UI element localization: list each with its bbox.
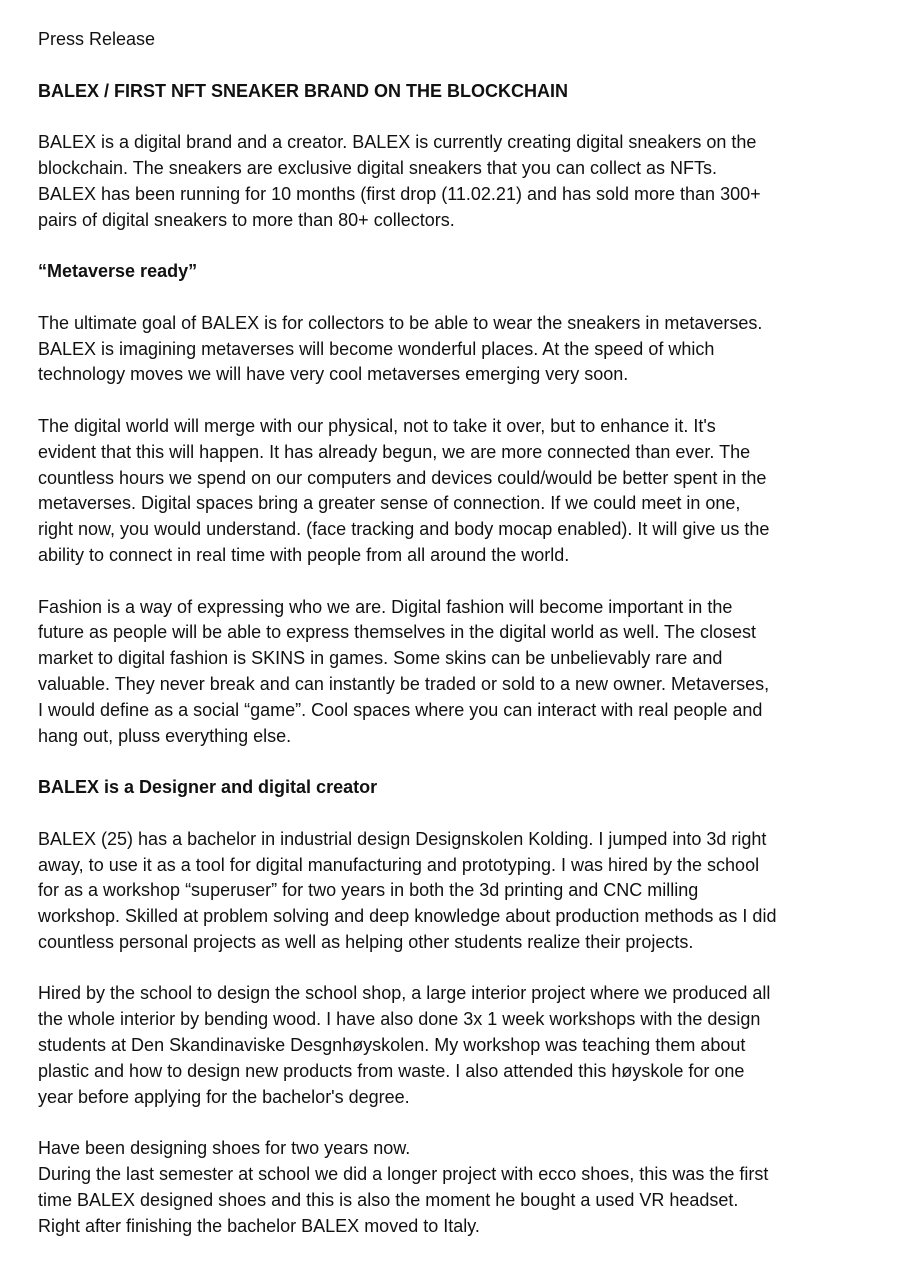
- paragraph-line: hang out, pluss everything else.: [38, 725, 292, 746]
- paragraph-line: the whole interior by bending wood. I have also done 3x 1 week workshops with the design: [38, 1009, 761, 1030]
- section-heading-designer: [38, 775, 910, 801]
- paragraph-line: Right after finishing the bachelor BALEX moved to Italy.: [38, 1215, 480, 1236]
- paragraph-line: away, to use it as a tool for digital manufacturing and prototyping. I was hired by the school: [38, 854, 760, 875]
- intro-line: pairs of digital sneakers to more than 80+ collectors.: [38, 209, 455, 230]
- paragraph-line: countless personal projects as well as helping other students realize their projects.: [38, 931, 694, 952]
- designer-paragraph-2: [38, 981, 910, 1110]
- paragraph-line: future as people will be able to express themselves in the digital world as well. The closest: [38, 622, 757, 643]
- paragraph-line: The ultimate goal of BALEX is for collectors to be able to wear the sneakers in metaverses.: [38, 312, 763, 333]
- paragraph-line: The digital world will merge with our physical, not to take it over, but to enhance it. It's: [38, 415, 716, 436]
- paragraph-line: plastic and how to design new products from waste. I also attended this høyskole for one: [38, 1060, 745, 1081]
- intro-paragraph: [38, 130, 910, 233]
- paragraph-line: Fashion is a way of expressing who we are. Digital fashion will become important in the: [38, 596, 733, 617]
- paragraph-line: During the last semester at school we did a longer project with ecco shoes, this was the first: [38, 1164, 769, 1185]
- paragraph-line: workshop. Skilled at problem solving and deep knowledge about production methods as I did: [38, 906, 777, 927]
- intro-line: BALEX has been running for 10 months (first drop (11.02.21) and has sold more than 300+: [38, 183, 761, 204]
- document-label: [38, 27, 910, 53]
- paragraph-line: BALEX (25) has a bachelor in industrial design Designskolen Kolding. I jumped into 3d right: [38, 828, 767, 849]
- paragraph-line: year before applying for the bachelor's degree.: [38, 1086, 410, 1107]
- paragraph-line: evident that this will happen. It has already begun, we are more connected than ever. The: [38, 441, 751, 462]
- headline: [38, 79, 910, 105]
- section-heading-text: BALEX is a Designer and digital creator: [38, 777, 378, 798]
- paragraph-line: valuable. They never break and can instantly be traded or sold to a new owner. Metaverses,: [38, 673, 770, 694]
- metaverse-paragraph-1: [38, 311, 910, 388]
- intro-line: BALEX is a digital brand and a creator. BALEX is currently creating digital sneakers on the: [38, 132, 757, 153]
- section-heading-metaverse: [38, 259, 910, 285]
- designer-paragraph-1: [38, 827, 910, 956]
- document-label-text: Press Release: [38, 29, 156, 49]
- headline-text: BALEX / FIRST NFT SNEAKER BRAND ON THE BLOCKCHAIN: [38, 80, 568, 101]
- paragraph-line: technology moves we will have very cool metaverses emerging very soon.: [38, 364, 629, 385]
- paragraph-line: students at Den Skandinaviske Desgnhøyskolen. My workshop was teaching them about: [38, 1035, 746, 1056]
- paragraph-line: for as a workshop “superuser” for two years in both the 3d printing and CNC milling: [38, 880, 699, 901]
- paragraph-line: right now, you would understand. (face tracking and body mocap enabled). It will give us the: [38, 519, 770, 540]
- designer-paragraph-3: [38, 1136, 910, 1239]
- metaverse-paragraph-3: [38, 595, 910, 750]
- paragraph-line: metaverses. Digital spaces bring a greater sense of connection. If we could meet in one,: [38, 493, 741, 514]
- paragraph-line: Hired by the school to design the school shop, a large interior project where we produced all: [38, 983, 771, 1004]
- paragraph-line: Have been designing shoes for two years now.: [38, 1138, 411, 1159]
- paragraph-line: time BALEX designed shoes and this is also the moment he bought a used VR headset.: [38, 1189, 739, 1210]
- metaverse-paragraph-2: [38, 414, 910, 569]
- section-heading-text: “Metaverse ready”: [38, 261, 198, 282]
- intro-line: blockchain. The sneakers are exclusive digital sneakers that you can collect as NFTs.: [38, 157, 717, 178]
- paragraph-line: countless hours we spend on our computers and devices could/would be better spent in the: [38, 467, 767, 488]
- paragraph-line: BALEX is imagining metaverses will become wonderful places. At the speed of which: [38, 338, 715, 359]
- paragraph-line: I would define as a social “game”. Cool spaces where you can interact with real people and: [38, 699, 763, 720]
- paragraph-line: ability to connect in real time with people from all around the world.: [38, 544, 570, 565]
- paragraph-line: market to digital fashion is SKINS in games. Some skins can be unbelievably rare and: [38, 648, 723, 669]
